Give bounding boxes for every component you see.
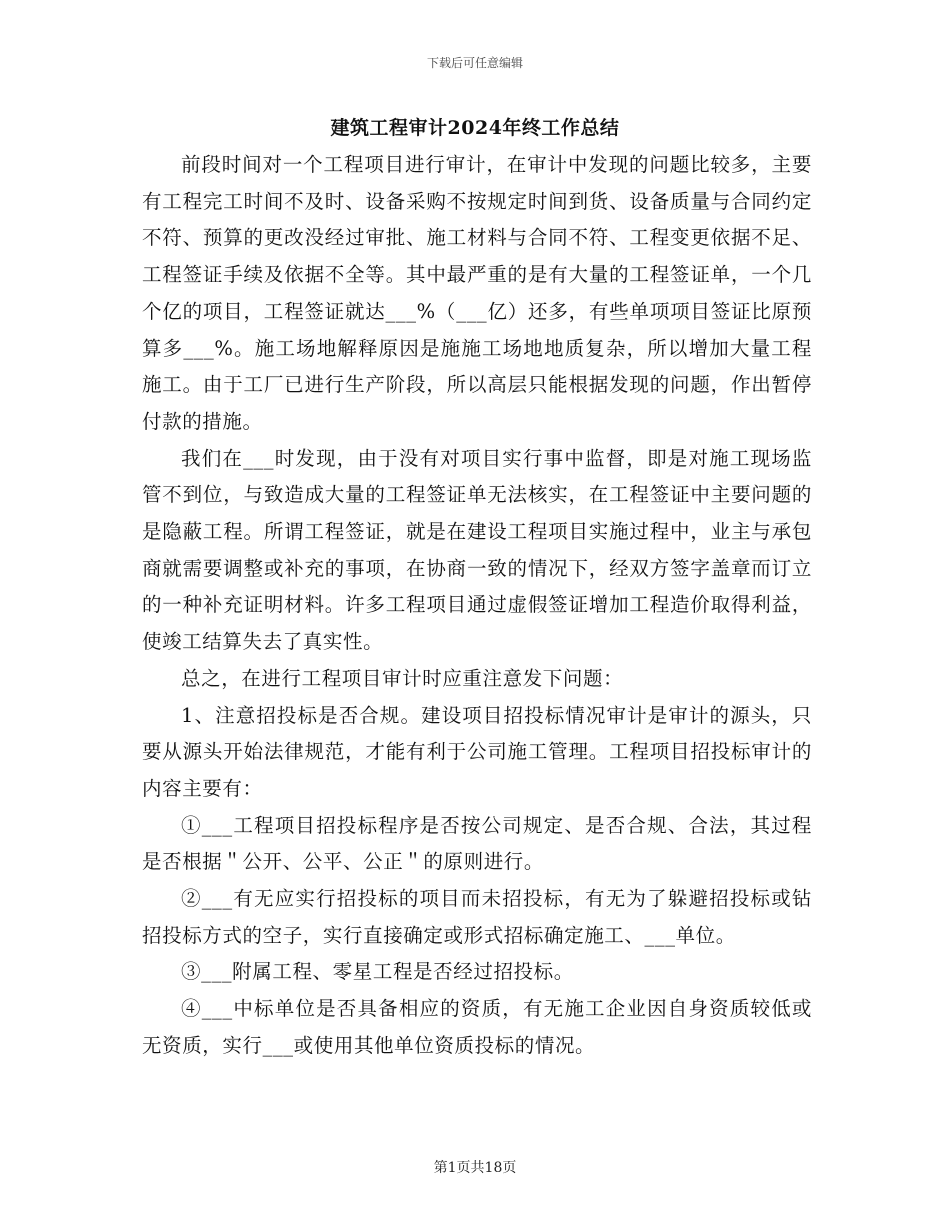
- paragraph-5: ①___工程项目招投标程序是否按公司规定、是否合规、合法，其过程是否根据＂公开、公平、公正＂的原则进行。: [142, 813, 812, 874]
- header-note: 下载后可任意编辑: [426, 56, 523, 70]
- paragraph-8: ④___中标单位是否具备相应的资质，有无施工企业因自身资质较低或无资质，实行___或使用其他单位资质投标的情况。: [142, 997, 812, 1057]
- paragraph-2: 我们在___时发现，由于没有对项目实行事中监督，即是对施工现场监管不到位，与致造成大量的工程签证单无法核实，在工程签证中主要问题的是隐蔽工程。所谓工程签证，就是在建设工程项目实施过程中，业主与承包商就需要调整或补充的事项，在协商一致的情况下，经双方签字盖章而订立的一种补充证明材料。许多工程项目通过虚假签证增加工程造价取得利益，使竣工结算失去了真实性。: [142, 446, 812, 654]
- paragraph-4: 1、注意招投标是否合规。建设项目招投标情况审计是审计的源头，只要从源头开始法律规范，才能有利于公司施工管理。工程项目招投标审计的内容主要有：: [142, 703, 812, 800]
- paragraph-6: ②___有无应实行招投标的项目而未招投标，有无为了躲避招投标或钻招投标方式的空子，实行直接确定或形式招标确定施工、___单位。: [142, 887, 812, 947]
- paragraph-3: 总之，在进行工程项目审计时应重注意发下问题：: [181, 666, 624, 690]
- paragraph-1: 前段时间对一个工程项目进行审计，在审计中发现的问题比较多，主要有工程完工时间不及时、设备采购不按规定时间到货、设备质量与合同约定不符、预算的更改没经过审批、施工材料与合同不符、工程变更依据不足、工程签证手续及依据不全等。其中最严重的是有大量的工程签证单，一个几个亿的项目，工程签证就达___%（___亿）还多，有些单项项目签证比原预算多___%。施工场地解释原因是施施工场地地质复杂，所以增加大量工程施工。由于工厂已进行生产阶段，所以高层只能根据发现的问题，作出暂停付款的措施。: [142, 153, 812, 433]
- paragraph-7: ③___附属工程、零星工程是否经过招投标。: [181, 960, 574, 984]
- page-number: 第1页共18页: [433, 1160, 517, 1176]
- document-body: [142, 147, 812, 1065]
- document-title: 建筑工程审计2024年终工作总结: [330, 117, 620, 139]
